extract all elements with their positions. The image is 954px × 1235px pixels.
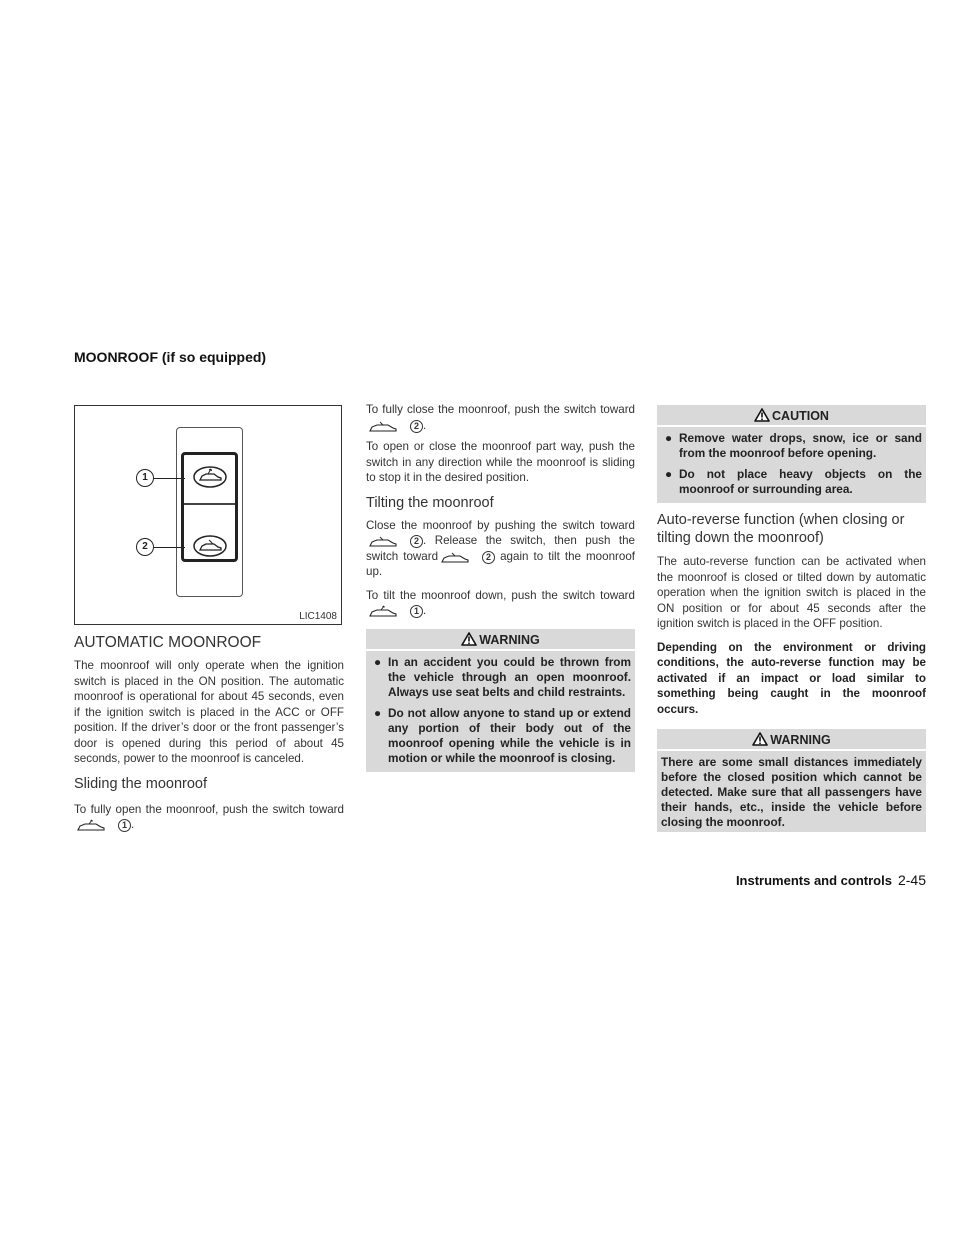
warning-header: WARNING: [366, 629, 635, 651]
ref-num-2: 2: [410, 535, 423, 548]
caution-bullet: ● Do not place heavy objects on the moonroof or surrounding area.: [665, 467, 922, 496]
close-moonroof-icon: [193, 534, 227, 558]
callout-1: 1: [136, 469, 154, 487]
car-close-icon: [440, 550, 470, 564]
page-number: 2-45: [897, 872, 926, 888]
tilting-paragraph: Close the moonroof by pushing the switch toward2 . Release the switch, then push the switch toward 2 again to tilt the moonroof up.: [366, 518, 635, 578]
warning-text: There are some small distances immediately before the closed position which cannot be detected. Make sure that all passengers have their hands, etc., inside the vehicle before closing the moonroof.: [661, 755, 922, 829]
heading-automatic-moonroof: AUTOMATIC MOONROOF: [74, 634, 262, 651]
car-close-icon: [368, 419, 398, 433]
column-2: [366, 402, 635, 772]
moonroof-switch-figure: [74, 405, 342, 625]
leader-line-2: [154, 547, 185, 548]
close-paragraph: To fully close the moonroof, push the switch toward2 .: [366, 403, 635, 432]
bullet-dot-icon: ●: [665, 431, 673, 445]
car-open-icon: [368, 604, 398, 618]
warning-triangle-icon: [752, 732, 768, 746]
footer-section: Instruments and controls: [735, 873, 892, 888]
warning-bullet: ● Do not allow anyone to stand up or extend any portion of their body out of the moonroof opening while the vehicle is in motion or while the moonroof is closing.: [374, 705, 631, 765]
car-open-icon: [76, 818, 106, 832]
callout-2: 2: [136, 538, 154, 556]
bullet-dot-icon: ●: [665, 467, 673, 481]
automatic-moonroof-paragraph: The moonroof will only operate when the ignition switch is placed in the ON position. The automatic moonroof is operational for about 45 seconds, even if the ignition switch is placed in the ACC or OFF position. If the driver’s door or the front passenger’s door is opened during this period of about 45 seconds, power to the moonroof is canceled.: [74, 659, 344, 765]
ref-num-2: 2: [482, 551, 495, 564]
ref-num-1: 1: [118, 819, 131, 832]
subheading-sliding: Sliding the moonroof: [74, 775, 207, 792]
warning-box-2: [657, 729, 926, 832]
auto-reverse-paragraph: The auto-reverse function can be activated when the moonroof is closed or tilted down by automatic operation when the ignition switch is placed in the ON position or for about 45 seconds after the ignition switch is placed in the OFF position.: [657, 555, 926, 630]
warning-body: [366, 651, 635, 772]
warning-triangle-icon: [461, 632, 477, 646]
page-footer: [736, 872, 926, 888]
tilt-down-paragraph: To tilt the moonroof down, push the switch toward1 .: [366, 588, 635, 617]
switch-divider: [184, 503, 235, 505]
bullet-dot-icon: ●: [374, 654, 382, 669]
figure-id: LIC1408: [299, 611, 337, 622]
caution-header: CAUTION: [657, 405, 926, 427]
warning-bullet: ● In an accident you could be thrown from the vehicle through an open moonroof. Always use seat belts and child restraints.: [374, 654, 631, 699]
column-1: [74, 405, 344, 833]
warning-header: WARNING: [657, 729, 926, 751]
partway-paragraph: To open or close the moonroof part way, push the switch in any direction while the moonroof is sliding to stop it in the desired position.: [366, 440, 635, 484]
open-moonroof-icon: [193, 465, 227, 489]
caution-body: [657, 427, 926, 503]
caution-bullet: ● Remove water drops, snow, ice or sand from the moonroof before opening.: [665, 431, 922, 460]
car-close-icon: [368, 534, 398, 548]
ref-num-2: 2: [410, 420, 423, 433]
leader-line-1: [154, 478, 185, 479]
bullet-dot-icon: ●: [374, 705, 382, 720]
auto-reverse-bold-paragraph: Depending on the environment or driving conditions, the auto-reverse function may be activated if an impact or load similar to something being caught in the moonroof occurs.: [657, 640, 926, 716]
subheading-auto-reverse: Auto-reverse function (when closing or tilting down the moonroof): [657, 512, 905, 546]
subheading-tilting: Tilting the moonroof: [366, 494, 494, 511]
section-title: MOONROOF (if so equipped): [74, 349, 267, 365]
column-3: [657, 405, 926, 832]
caution-box: [657, 405, 926, 503]
caution-triangle-icon: [754, 408, 770, 422]
warning-box-1: [366, 629, 635, 772]
sliding-paragraph: To fully open the moonroof, push the switch toward1 .: [74, 802, 344, 831]
ref-num-1: 1: [410, 605, 423, 618]
